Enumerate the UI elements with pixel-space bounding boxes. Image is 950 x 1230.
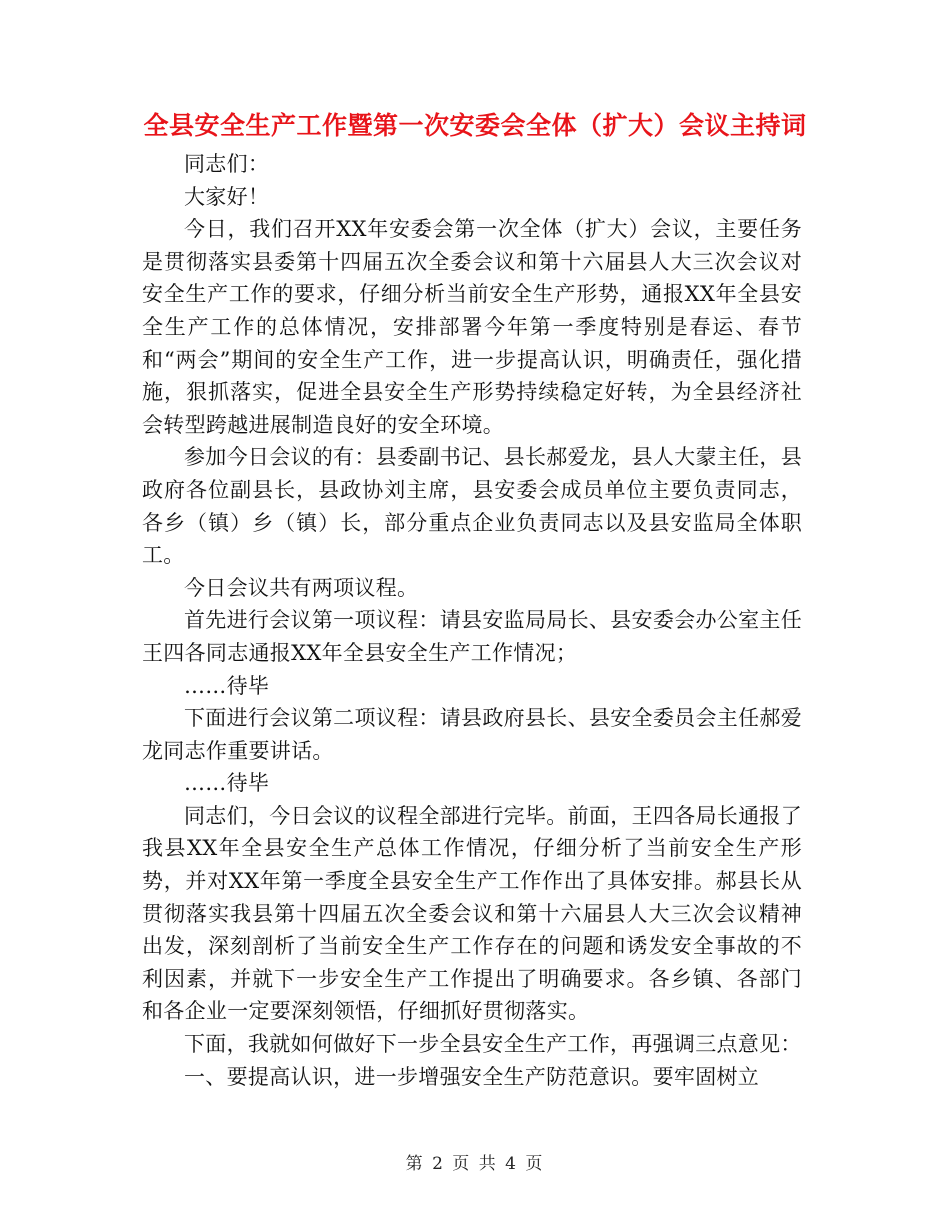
paragraph: 一、要提高认识，进一步增强安全生产防范意识。要牢固树立 <box>184 1064 760 1089</box>
paragraph: ……待毕 <box>184 771 270 796</box>
paragraph: 首先进行会议第一项议程：请县安监局局长、县安委会办公室主任王四各同志通报XX年全县安全生产工作情况； <box>142 608 802 665</box>
document-body <box>142 148 802 1093</box>
paragraph: 参加今日会议的有：县委副书记、县长郝爱龙，县人大蒙主任，县政府各位副县长，县政协刘主席，县安委会成员单位主要负责同志，各乡（镇）乡（镇）长，部分重点企业负责同志以及县安监局全体职工。 <box>142 445 802 568</box>
paragraph: 大家好！ <box>184 184 270 209</box>
paragraph: 今日，我们召开XX年安委会第一次全体（扩大）会议，主要任务是贯彻落实县委第十四届五次全委会议和第十六届县人大三次会议对安全生产工作的要求，仔细分析当前安全生产形势，通报XX年全县安全生产工作的总体情况，安排部署今年第一季度特别是春运、春节和“两会”期间的安全生产工作，进一步提高认识，明确责任，强化措施，狠抓落实，促进全县安全生产形势持续稳定好转，为全县经济社会转型跨越进展制造良好的安全环境。 <box>142 217 802 437</box>
paragraph: 下面，我就如何做好下一步全县安全生产工作，再强调三点意见： <box>184 1032 802 1057</box>
paragraph: 同志们： <box>184 152 270 176</box>
paragraph: 同志们，今日会议的议程全部进行完毕。前面，王四各局长通报了我县XX年全县安全生产总体工作情况，仔细分析了当前安全生产形势，并对XX年第一季度全县安全生产工作作出了具体安排。郝县长从贯彻落实我县第十四届五次全委会议和第十六届县人大三次会议精神出发，深刻剖析了当前安全生产工作存在的问题和诱发安全事故的不利因素，并就下一步安全生产工作提出了明确要求。各乡镇、各部门和各企业一定要深刻领悟，仔细抓好贯彻落实。 <box>142 803 802 1024</box>
page-footer: 第 2 页 共 4 页 <box>405 1154 545 1174</box>
paragraph: 今日会议共有两项议程。 <box>184 575 419 600</box>
paragraph: 下面进行会议第二项议程：请县政府县长、县安全委员会主任郝爱龙同志作重要讲话。 <box>142 706 802 763</box>
paragraph: ……待毕 <box>184 673 270 698</box>
document-title: 全县安全生产工作暨第一次安委会全体（扩大）会议主持词 <box>143 111 807 140</box>
